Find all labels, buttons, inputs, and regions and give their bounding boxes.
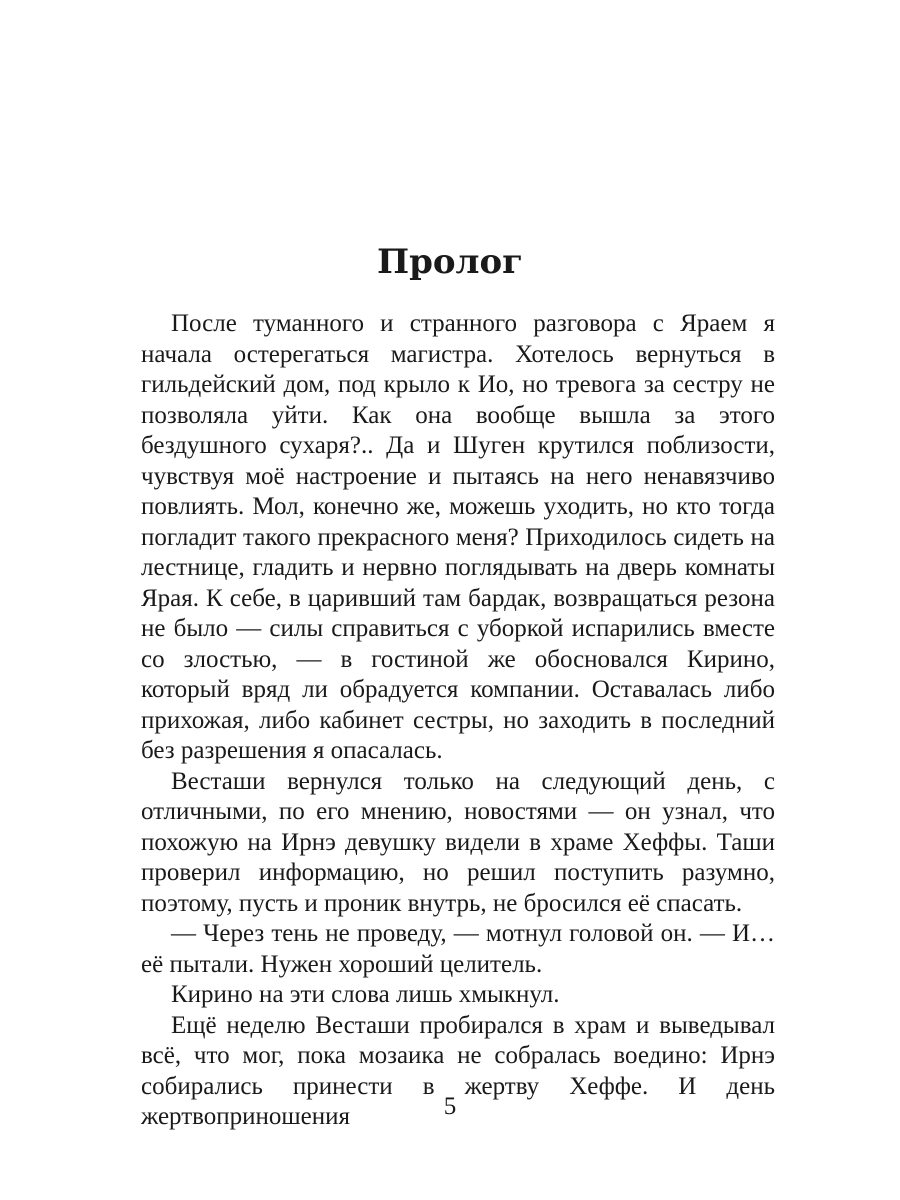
page-number: 5	[443, 1093, 457, 1120]
paragraph: — Через тень не проведу, — мотнул головой он. — И… её пытали. Нужен хороший целитель.	[141, 920, 775, 978]
chapter-text	[141, 309, 775, 1133]
paragraph: После туманного и странного разговора с Яраем я начала остерегаться магистра. Хотелось вернуться в гильдейский дом, под крыло к Ио, но тревога за сестру не позволяла уйти. Как она вообще вышла за этого бездушного сухаря?.. Да и Шуген крутился поблизости, чувствуя моё настроение и пытаясь на него ненавязчиво повлиять. Мол, конечно же, можешь уходить, но кто тогда погладит такого прекрасного меня? Приходилось сидеть на лестнице, гладить и нервно поглядывать на дверь комнаты Ярая. К себе, в царивший там бардак, возвращаться резона не было — силы справиться с уборкой испарились вместе со злостью, — в гостиной же обосновался Кирино, который вряд ли обрадуется компании. Оставалась либо прихожая, либо кабинет сестры, но заходить в последний без разрешения я опасалась.	[141, 310, 775, 764]
paragraph: Ещё неделю Весташи пробирался в храм и выведывал всё, что мог, пока мозаика не собралась воедино: Ирнэ собирались принести в жертву Хеффе. И день жертвоприношения	[141, 1011, 775, 1130]
chapter-title: Пролог	[376, 242, 524, 282]
paragraph: Кирино на эти слова лишь хмыкнул.	[171, 981, 560, 1008]
paragraph: Весташи вернулся только на следующий день, с отличными, по его мнению, новостями — он узнал, что похожую на Ирнэ девушку видели в храме Хеффы. Таши проверил информацию, но решил поступить разумно, поэтому, пусть и проник внутрь, не бросился её спасать.	[141, 767, 775, 917]
